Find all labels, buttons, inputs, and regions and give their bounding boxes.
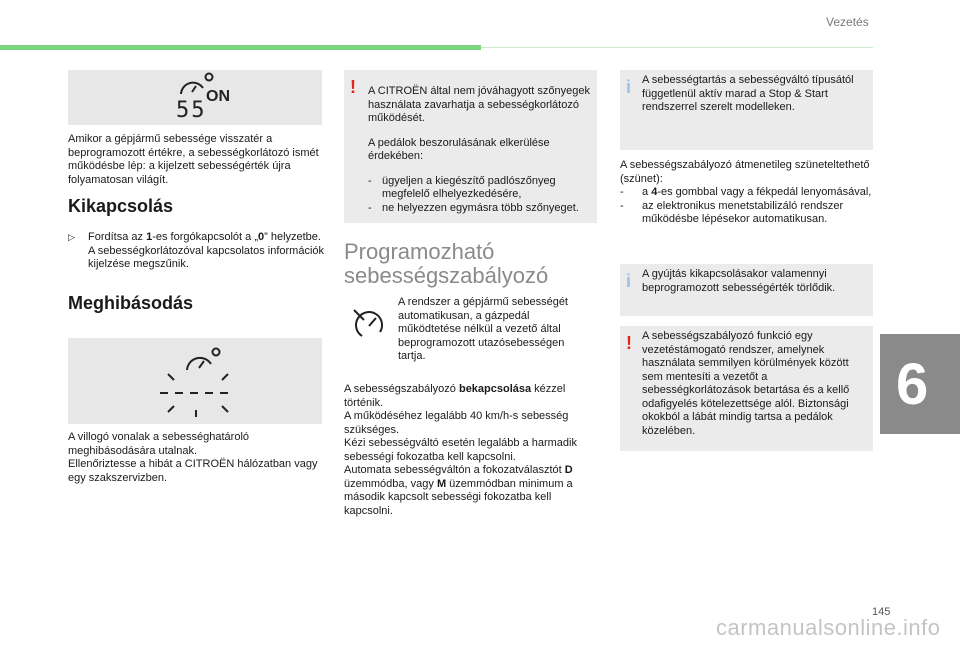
cruise-control-intro: A rendszer a gépjármű sebességét automatikusan, a gázpedál működtetése nélkül a vezető által beprogramozott utazósebességen tartja. [398, 296, 568, 362]
chapter-tab: 6 [880, 334, 960, 434]
driver-responsibility-warning-box: ! A sebességszabályozó funkció egy vezetéstámogató rendszer, amelynek használata semmilyen körülmények között sem mentesíti a vezetőt a sebességkorlátozások betartása és a kellő odafigyelés kötelezettsége alól. Biztonsági okokból a lábát mindig tartsa a pedálok közelében. [620, 326, 873, 451]
kikapcsolas-instruction: ▷ Fordítsa az 1-es forgókapcsolót a „0” helyzetbe. A sebességkorlátozóval kapcsolatos információk kijelzése megszűnik. [68, 231, 325, 270]
meghibasodas-heading: Meghibásodás [68, 293, 194, 313]
warning-icon: ! [626, 333, 632, 353]
cruise-control-icon [348, 304, 388, 344]
pause-paragraph: A sebességszabályozó átmenetileg szüneteltethető (szünet): - a 4-es gombbal vagy a fékpedál lenyomásával, - az elektronikus menetstabilizáló rendszer működésbe lépésekor automatikusan. [620, 159, 876, 227]
cruise-control-heading: Programozható sebességszabályozó [344, 239, 549, 288]
watermark: carmanualsonline.info [716, 615, 941, 640]
list-item: - a 4-es gombbal vagy a fékpedál lenyomásával, [620, 186, 872, 198]
page-number: 145 [872, 606, 891, 618]
warning-icon: ! [350, 77, 356, 97]
info-icon: i [626, 271, 632, 291]
speed-limiter-on-illustration [68, 70, 322, 125]
list-item: - az elektronikus menetstabilizáló rendszer működésbe lépésekor automatikusan. [620, 199, 844, 225]
section-title: Vezetés [826, 15, 869, 29]
cruise-control-body: A sebességszabályozó bekapcsolása kézzel történik. A működéséhez legalább 40 km/h-s sebesség szükséges. Kézi sebességváltó esetén legalább a harmadik sebességi fokozatba kell kapcsolni. Automata sebességváltón a fokozatválasztót D üzemmódba, vagy M üzemmódban minimum a második kapcsolt sebességi fokozatba kell kapcsolni. [344, 383, 577, 517]
resume-paragraph: Amikor a gépjármű sebessége visszatér a beprogramozott értékre, a sebességkorlátozó ismét működésbe lép: a kijelzett sebességérték újra folyamatosan világít. [68, 133, 319, 186]
speed-digits: 55 [176, 98, 207, 123]
blinking-speedometer-icon [68, 338, 322, 424]
kikapcsolas-heading: Kikapcsolás [68, 196, 174, 216]
on-label: ON [206, 88, 230, 105]
list-item: - ügyeljen a kiegészítő padlószőnyeg megfelelő elhelyezkedésére, [368, 174, 556, 200]
arrow-right-icon: ▷ [68, 232, 75, 242]
info-icon: i [626, 77, 632, 97]
fault-illustration [68, 338, 322, 424]
header-divider [481, 47, 873, 48]
fault-paragraph: A villogó vonalak a sebességhatároló meghibásodására utalnak. Ellenőriztesse a hibát a CITROËN hálózatban vagy egy szakszervizben. [68, 431, 318, 484]
list-item: - ne helyezzen egymásra több szőnyeget. [368, 201, 579, 214]
mat-warning-box: ! A CITROËN által nem jóváhagyott szőnyegek használata zavarhatja a sebességkorlátozó működését. A pedálok beszorulásának elkerülése érdekében: - ügyeljen a kiegészítő padlószőnyeg megfelelő elhelyezkedésére, - ne helyezzen egymásra több szőnyeget. [344, 70, 597, 223]
header-accent-bar [0, 45, 481, 50]
ignition-info-box: i A gyújtás kikapcsolásakor valamennyi beprogramozott sebességérték törlődik. [620, 264, 873, 316]
stop-start-info-box: i A sebességtartás a sebességváltó típusától függetlenül aktív marad a Stop & Start rendszerrel szerelt modelleken. [620, 70, 873, 150]
